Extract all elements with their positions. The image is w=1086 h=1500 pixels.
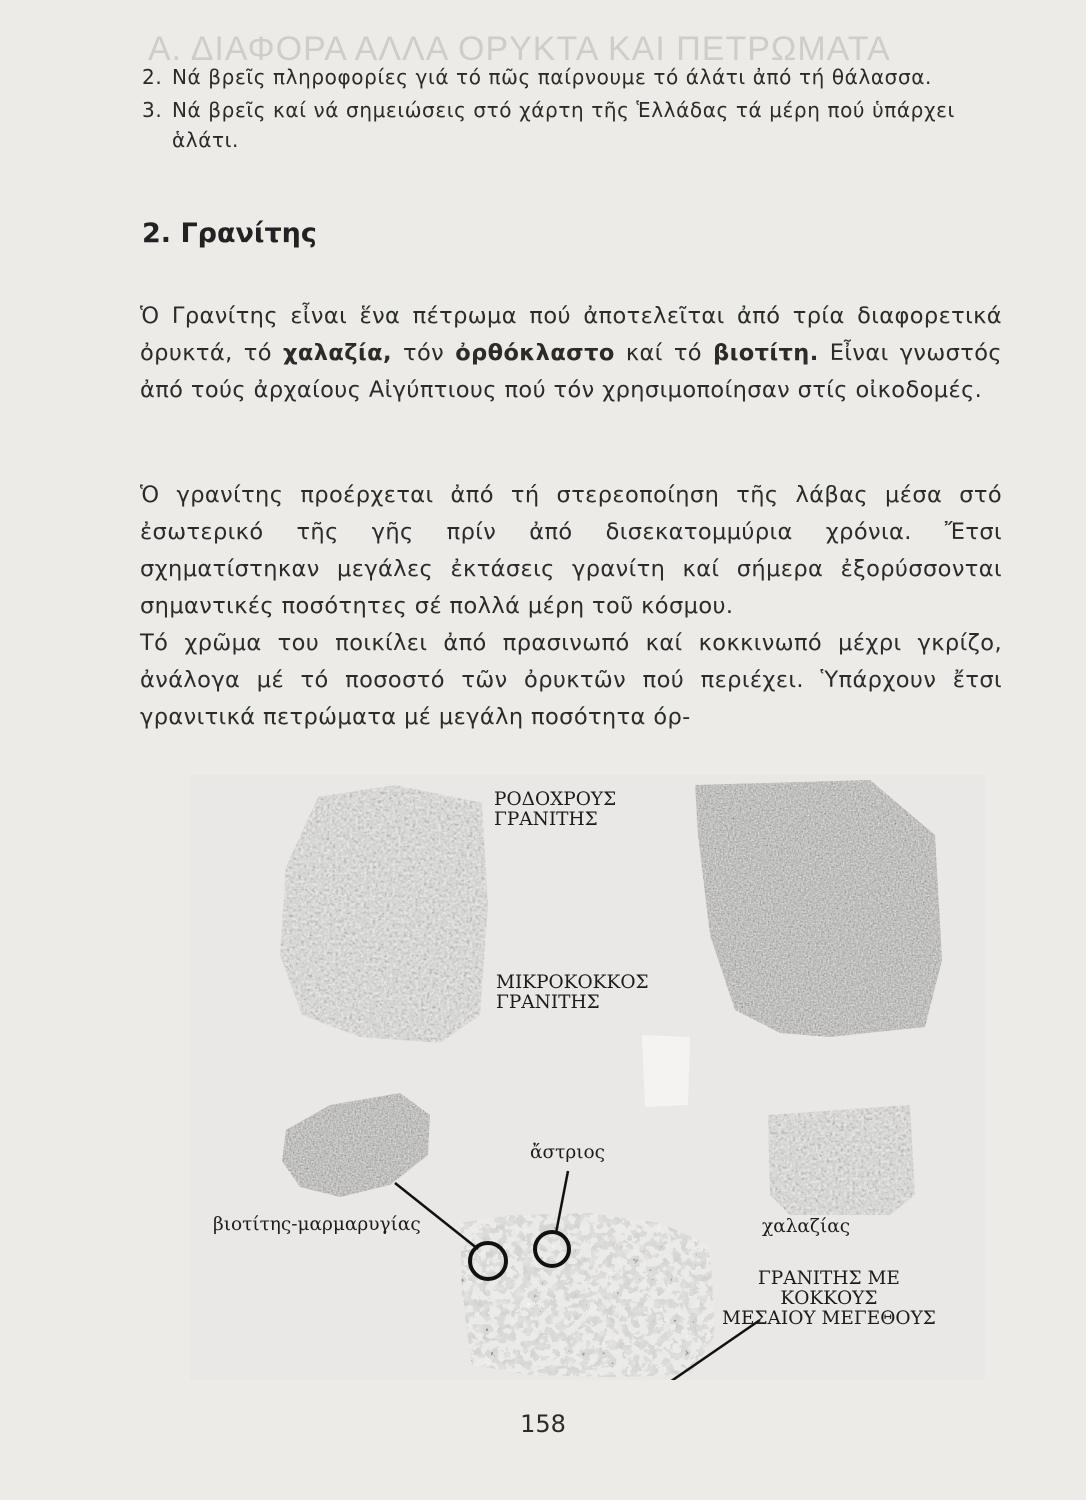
label-fine-grain-granite <box>496 973 649 1013</box>
mineral-biotite: βιοτίτη. <box>713 340 819 366</box>
exercise-number: 2. <box>142 65 163 89</box>
exercise-text: Νά βρεῖς πληροφορίες γιά τό πῶς παίρνουμε τό άλάτι ἀπό τή θάλασσα. <box>172 65 932 89</box>
paragraph-text: Ὁ Γρανίτης εἶναι ἕνα πέτρωμα πού ἀποτελεῖται ἀπό τρία διαφορετικά ὀρυκτά, τό <box>140 303 1002 366</box>
exercise-text: Νά βρεῖς καί νά σημειώσεις στό χάρτη τῆς Ἑλλάδας τά μέρη πού ὑπάρχει ἁλάτι. <box>172 98 955 152</box>
paragraph-text: τόν <box>391 340 456 366</box>
exercise-list <box>142 62 1012 158</box>
section-number: 2. <box>142 218 172 249</box>
rose-granite-rock <box>280 785 488 1043</box>
label-medium-grain-granite <box>722 1269 936 1329</box>
exercise-item <box>142 62 1012 92</box>
label-line: ΡΟΔΟΧΡΟΥΣ <box>494 789 617 810</box>
exercise-number: 3. <box>142 98 163 122</box>
label-rose-granite <box>494 790 616 830</box>
page-number: 158 <box>520 1410 566 1438</box>
paragraph-color: Τό χρῶμα του ποικίλει ἀπό πρασινωπό καί κοκκινωπό μέχρι γκρίζο, ἀνάλογα μέ τό ποσοστό τῶν ὀρυκτῶν πού περιέχει. Ὑπάρχουν ἔτσι γρανιτικά πετρώματα μέ μεγάλη ποσότητα όρ- <box>140 630 1002 730</box>
mineral-quartz: χαλαζία, <box>282 340 392 366</box>
mineral-orthoclase: ὀρθόκλαστο <box>455 340 615 366</box>
paragraph-text: καί τό <box>614 340 714 366</box>
label-line: ΓΡΑΝΙΤΗΣ <box>496 992 600 1013</box>
paragraph-origin: Ὁ γρανίτης προέρχεται ἀπό τή στερεοποίηση τῆς λάβας μέσα στό ἐσωτερικό τῆς γῆς πρίν ἀπό δισεκατομμύρια χρόνια. Ἔτσι σχηματίστηκαν μεγάλες ἐκτάσεις γρανίτη καί σήμερα ἐξορύσσονται σημαντικές ποσότητες σέ πολλά μέρη τοῦ κόσμου. <box>140 482 1002 619</box>
exercise-item <box>142 95 1012 155</box>
label-line: ΓΡΑΝΙΤΗΣ ΜΕ <box>757 1268 900 1289</box>
callout-quartz: χαλαζίας <box>762 1216 851 1237</box>
section-title: Γρανίτης <box>180 218 317 249</box>
granite-photo-figure <box>190 775 985 1380</box>
label-line: ΜΕΣΑΙΟΥ ΜΕΓΕΘΟΥΣ <box>722 1308 936 1329</box>
paragraph-composition <box>140 298 1002 409</box>
section-heading <box>142 218 317 249</box>
fine-grain-granite-rock <box>695 780 942 1037</box>
label-line: ΓΡΑΝΙΤΗΣ <box>494 809 598 830</box>
light-fragment <box>642 1035 690 1107</box>
label-line: ΜΙΚΡΟΚΟΚΚΟΣ <box>496 972 649 993</box>
callout-feldspar: ἄστριος <box>530 1142 605 1163</box>
paragraph-text: Εἶναι γνωστός ἀπό τούς ἀρχαίους Αἰγύπτιους πού τόν χρησιμοποίησαν στίς οἰκοδομές. <box>140 340 1003 403</box>
medium-grain-granite-rock <box>460 1213 715 1377</box>
callout-biotite: βιοτίτης-μαρμαρυγίας <box>213 1214 421 1235</box>
bleed-through-heading: Α. ΔΙΑΦΟΡΑ ΑΛΛΑ ΟΡΥΚΤΑ ΚΑΙ ΠΕΤΡΩΜΑΤΑ <box>148 30 891 68</box>
label-line: ΚΟΚΚΟΥΣ <box>780 1288 878 1309</box>
biotite-sample <box>282 1093 430 1197</box>
quartz-sample <box>768 1105 915 1215</box>
